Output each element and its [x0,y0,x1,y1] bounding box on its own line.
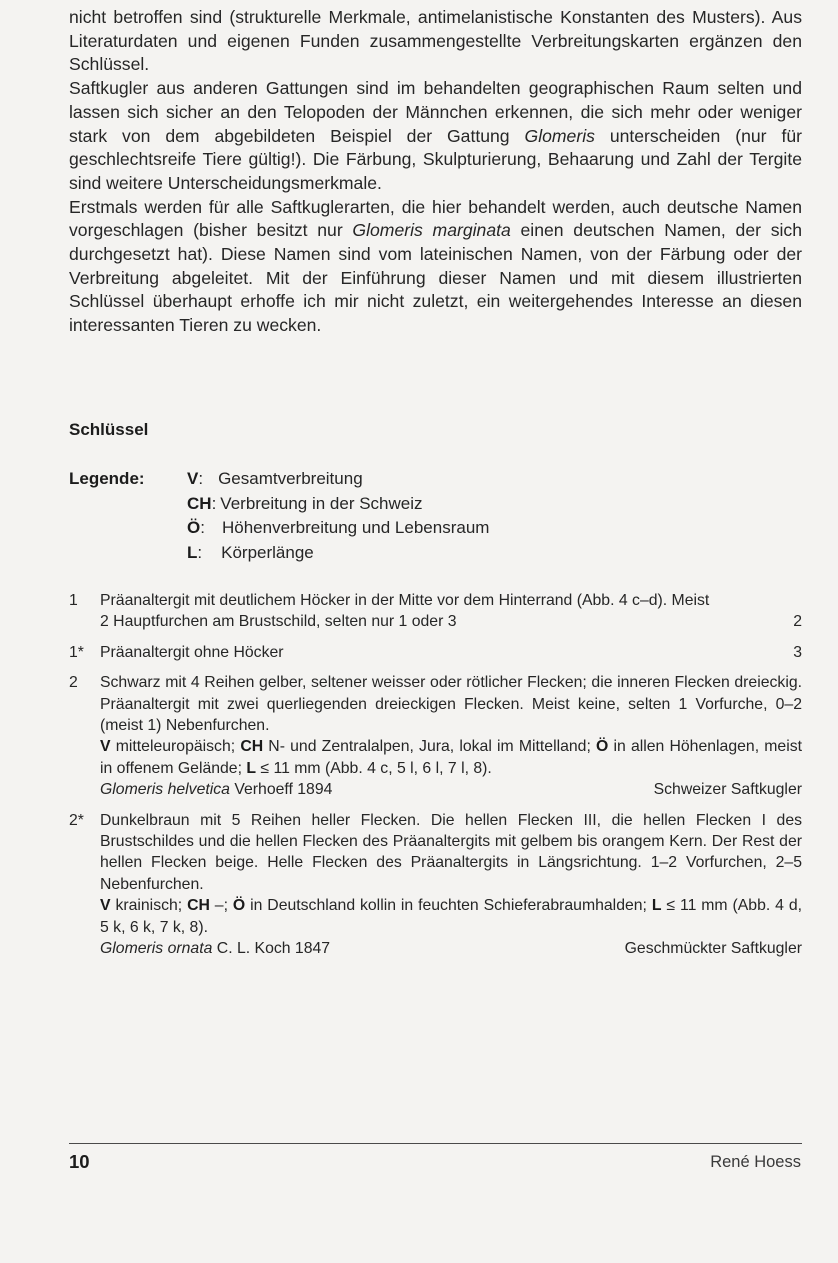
footer-divider [69,1143,802,1144]
species-latin-name: Glomeris ornata [100,940,213,958]
entry-distribution: V mitteleuropäisch; CH N- und Zentralalpen, Jura, lokal im Mittelland; Ö in allen Höhenlagen, meist in offenem Gelände; L ≤ 11 mm (Abb. 4 c, 5 l, 6 l, 7 l, 8). [100,738,802,777]
intro-text [69,6,802,338]
entry-number: 1 [69,592,78,609]
species-latin-name: Glomeris helvetica [100,781,230,799]
legend-item-l: L : Körperlänge [187,541,587,566]
species-name: Glomeris marginata [352,220,511,241]
key-entry-2 [69,672,802,800]
key-entries [69,590,802,969]
legend-list [187,467,587,565]
legend-value: Körperlänge [221,542,314,562]
entry-description: Dunkelbraun mit 5 Reihen heller Flecken. Die hellen Flecken III, die hellen Flecken I des Brustschildes und die hellen Flecken des Präanaltergits mit gelbem bis orangem Kern. Der Rest der hellen Flecken beige. Helle Flecken des Präanaltergits in Längsrichtung. 1–2 Vorfurchen, 2–5 Nebenfurchen. [100,811,802,893]
key-entry-1-star [69,642,802,663]
legend-key: Ö [187,518,201,537]
entry-text: Präanaltergit ohne Höcker [100,643,284,661]
key-entry-1 [69,590,802,633]
intro-paragraph-3: Erstmals werden für alle Saftkuglerarten, die hier behandelt werden, auch deutsche Namen vorgeschlagen (bisher besitzt nur Glomeris marginata einen deutschen Namen, der sich durchgesetzt hat). Diese Namen sind vom lateinischen Namen, von der Färbung oder der Verbreitung abgeleitet. Mit der Einführung dieser Namen und mit diesem illustrierten Schlüssel überhaupt erhoffe ich mir nicht zuletzt, ein weitergehendes Interesse an diesen interessanten Tieren zu wecken. [69,196,802,336]
legend-value: Höhenverbreitung und Lebensraum [221,518,490,537]
page-number: 10 [69,1151,90,1172]
legend-value: Gesamtverbreitung [218,469,363,488]
entry-number: 2 [69,674,78,692]
legend-key: V [187,469,199,488]
legend-item-ch: CH : Verbreitung in der Schweiz [187,492,587,517]
intro-paragraph-1: nicht betroffen sind (strukturelle Merkmale, antimelanistische Konstanten des Musters). Aus Literaturdaten und eigenen Funden zusammengestellte Verbreitungskarten ergänzen den Schlüssel. [69,7,802,75]
entry-description: Schwarz mit 4 Reihen gelber, seltener weisser oder rötlicher Flecken; die inneren Flecken dreieckig. Präanaltergit mit zwei querliegenden dreieckigen Flecken. Meist keine, selten 1 Vorfurche, 0–2 (meist 1) Nebenfurchen. [100,674,802,735]
legend-title: Legende: [69,469,145,488]
entry-number: 1* [69,643,84,661]
species-common-name: Geschmückter Saftkugler [624,940,802,958]
key-entry-2-star [69,810,802,960]
legend-item-o: Ö : Höhenverbreitung und Lebensraum [187,516,587,541]
legend-item-v: V : Gesamtverbreitung [187,467,587,492]
legend-key: L [187,542,198,562]
legend-value: Verbreitung in der Schweiz [220,493,423,513]
species-author: C. L. Koch 1847 [212,940,331,958]
intro-paragraph-2: Saftkugler aus anderen Gattungen sind im behandelten geographischen Raum selten und lassen sich sicher an den Telopoden der Männchen erkennen, die sich mehr oder weniger stark von dem abgebildeten Beispiel der Gattung Glomeris unterscheiden (nur für geschlechtsreife Tiere gültig!). Die Färbung, Skulpturierung, Behaarung und Zahl der Tergite sind weitere Unterscheidungsmerkmale. [69,78,802,193]
entry-text: Präanaltergit mit deutlichem Höcker in der Mitte vor dem Hinterrand (Abb. 4 c–d). Meist [100,592,710,609]
entry-number: 2* [69,811,84,829]
footer-author: René Hoess [710,1153,801,1171]
entry-lead-ref: 2 [793,613,802,631]
entry-lead-ref: 3 [793,643,802,661]
entry-distribution: V krainisch; CH –; Ö in Deutschland kollin in feuchten Schieferabraumhalden; L ≤ 11 mm (Abb. 4 d, 5 k, 6 k, 7 k, 8). [100,897,803,936]
genus-name: Glomeris [524,125,595,146]
section-heading: Schlüssel [69,420,149,439]
species-author: Verhoeff 1894 [229,781,333,799]
species-line [100,779,802,800]
species-line [100,938,802,959]
legend-key: CH [187,493,212,513]
entry-text: 2 Hauptfurchen am Brustschild, selten nur 1 oder 3 [100,613,457,631]
species-common-name: Schweizer Saftkugler [653,781,802,799]
